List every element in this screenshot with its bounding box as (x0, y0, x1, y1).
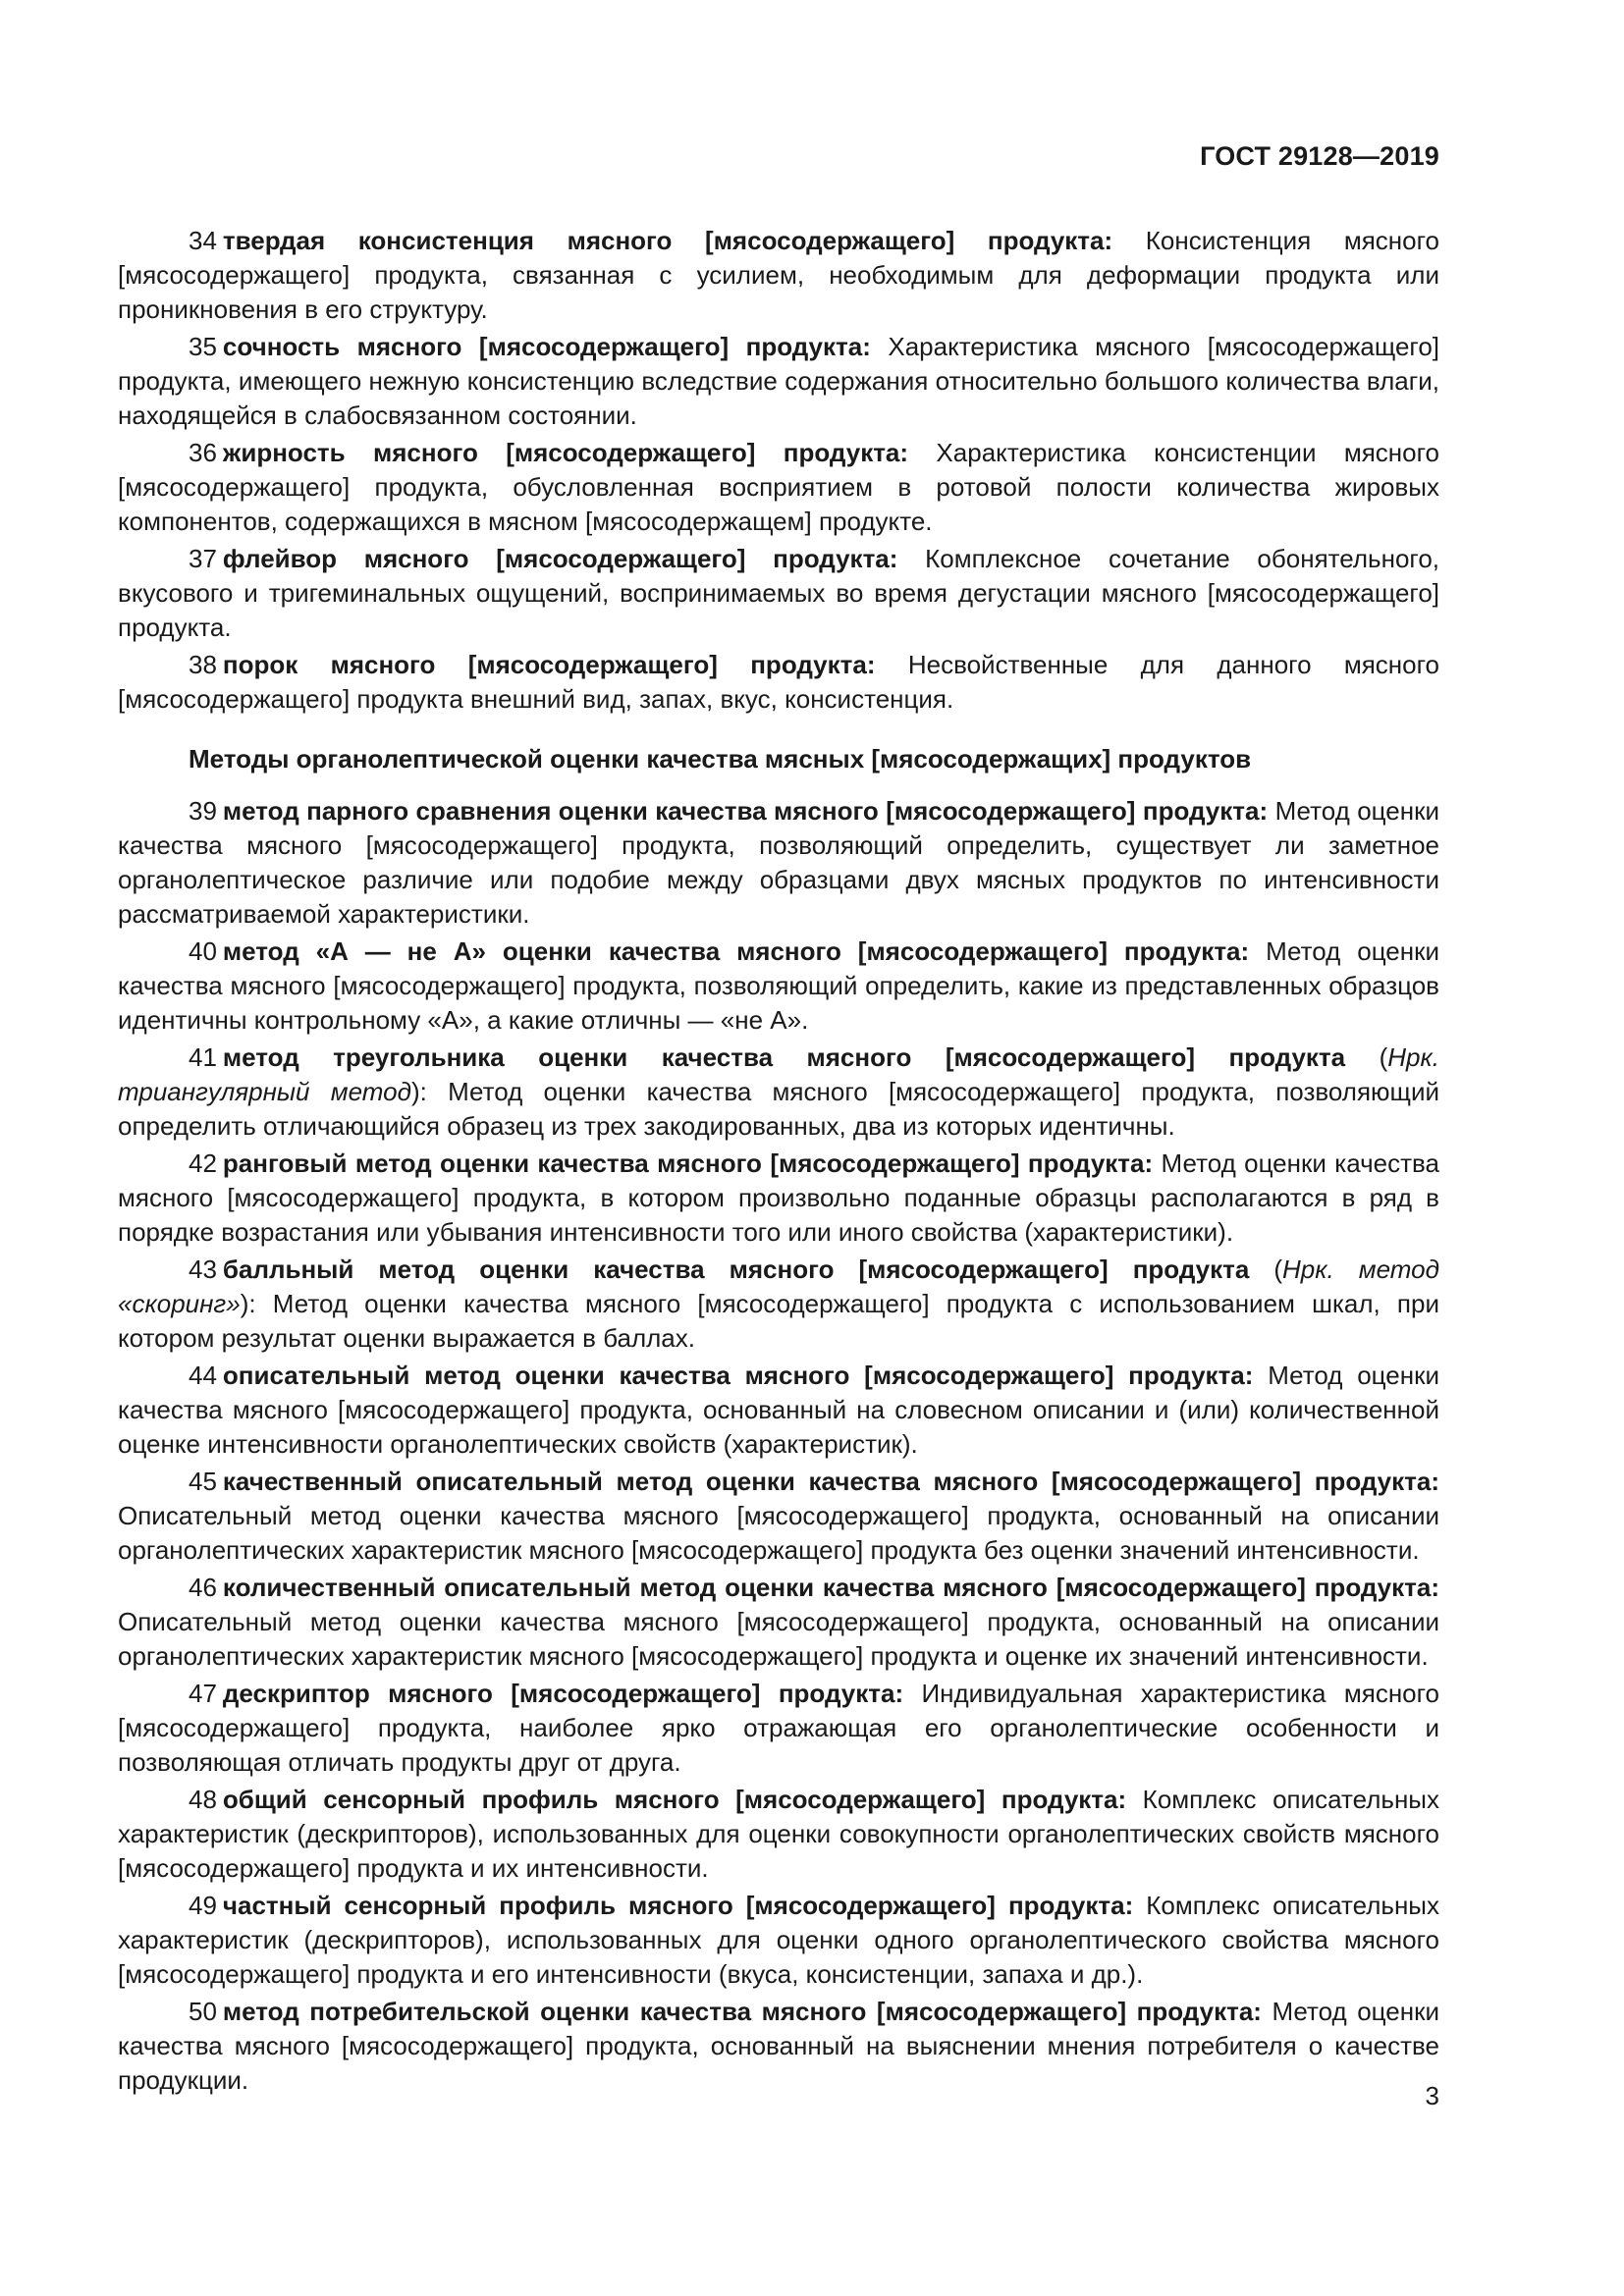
term-name: ранговый метод оценки качества мясного [мясосодержащего] продукта: (222, 1148, 1154, 1178)
term-number: 43 (189, 1255, 217, 1284)
term-number: 38 (189, 650, 217, 679)
note-open: ( (1345, 1042, 1388, 1072)
note-close: ): (240, 1289, 256, 1318)
term-definition: Метод оценки качества мясного [мясосодержащего] продукта, в котором произвольно поданные образцы располагаются в ряд в порядке возрастания или убывания интенсивности того или иного свойства (характеристики). (118, 1148, 1439, 1247)
term-list-methods (118, 794, 1439, 2098)
term-definition: Метод оценки качества мясного [мясосодержащего] продукта, основанный на словесном описании и (или) количественной оценке интенсивности органолептических свойств (характеристик). (118, 1361, 1439, 1459)
term-entry (118, 934, 1439, 1038)
term-entry (118, 1571, 1439, 1674)
term-name: сочность мясного [мясосодержащего] продукта: (222, 332, 871, 361)
term-number: 44 (189, 1361, 217, 1390)
term-name: количественный описательный метод оценки качества мясного [мясосодержащего] продукта: (222, 1573, 1439, 1602)
term-entry (118, 330, 1439, 433)
term-entry (118, 1147, 1439, 1250)
term-entry (118, 794, 1439, 932)
term-definition: Характеристика мясного [мясосодержащего] продукта, имеющего нежную консистенцию вследствие содержания относительно большого количества влаги, находящейся в слабосвязанном состоянии. (118, 332, 1439, 430)
term-definition: Описательный метод оценки качества мясного [мясосодержащего] продукта, основанный на описании органолептических характеристик мясного [мясосодержащего] продукта и оценке их значений интенсивности. (118, 1607, 1439, 1671)
term-definition: Характеристика консистенции мясного [мясосодержащего] продукта, обусловленная восприятием в ротовой полости количества жировых компонентов, содержащихся в мясном [мясосодержащем] продукте. (118, 438, 1439, 536)
note-open: ( (1249, 1255, 1283, 1284)
term-definition: Метод оценки качества мясного [мясосодержащего] продукта, основанный на выяснении мнения потребителя о качестве продукции. (118, 1997, 1439, 2095)
term-definition: Метод оценки качества мясного [мясосодержащего] продукта, позволяющий определить, какие из представленных образцов идентичны контрольному «А», а какие отличны — «не А». (118, 936, 1440, 1035)
page-number: 3 (1425, 2081, 1439, 2110)
term-definition: Метод оценки качества мясного [мясосодержащего] продукта, позволяющий определить отличающийся образец из трех закодированных, два из которых идентичны. (118, 1077, 1439, 1141)
note-close: ): (410, 1077, 427, 1106)
term-entry (118, 1889, 1439, 1992)
term-name: флейвор мясного [мясосодержащего] продукта: (222, 544, 898, 573)
term-number: 35 (189, 332, 217, 361)
term-entry (118, 1253, 1439, 1356)
term-entry (118, 1995, 1439, 2098)
term-entry (118, 1783, 1439, 1886)
term-definition: Комплексное сочетание обонятельного, вкусового и тригеминальных ощущений, воспринимаемых во время дегустации мясного [мясосодержащего] продукта. (118, 544, 1439, 642)
term-number: 45 (189, 1467, 217, 1496)
term-deprecated-note: Нрк. триангулярный метод (118, 1042, 1439, 1106)
term-name: описательный метод оценки качества мясного [мясосодержащего] продукта: (222, 1361, 1254, 1390)
term-number: 48 (189, 1785, 217, 1814)
term-entry (118, 648, 1439, 717)
term-definition: Метод оценки качества мясного [мясосодержащего] продукта, позволяющий определить, существует ли заметное органолептическое различие или подобие между образцами двух мясных продуктов по интенсивности рассматриваемой характеристики. (118, 796, 1439, 929)
term-name: дескриптор мясного [мясосодержащего] продукта: (222, 1679, 904, 1708)
term-number: 36 (189, 438, 217, 467)
term-entry (118, 1465, 1439, 1568)
term-list-properties (118, 224, 1439, 717)
term-number: 46 (189, 1573, 217, 1602)
term-entry (118, 1677, 1439, 1780)
term-number: 50 (189, 1997, 217, 2026)
term-entry (118, 436, 1439, 539)
term-definition: Консистенция мясного [мясосодержащего] продукта, связанная с усилием, необходимым для деформации продукта или проникновения в его структуру. (118, 226, 1439, 324)
term-entry (118, 224, 1439, 327)
term-definition: Несвойственные для данного мясного [мясосодержащего] продукта внешний вид, запах, вкус, консистенция. (118, 650, 1439, 714)
term-name: метод потребительской оценки качества мясного [мясосодержащего] продукта: (222, 1997, 1262, 2026)
term-name: метод парного сравнения оценки качества мясного [мясосодержащего] продукта: (222, 796, 1269, 826)
term-number: 39 (189, 796, 217, 826)
term-definition: Индивидуальная характеристика мясного [мясосодержащего] продукта, наиболее ярко отражающая его органолептические особенности и позволяющая отличать продукты друг от друга. (118, 1679, 1440, 1777)
term-entry (118, 1041, 1439, 1144)
term-number: 42 (189, 1148, 217, 1178)
term-definition: Метод оценки качества мясного [мясосодержащего] продукта с использованием шкал, при котором результат оценки выражается в баллах. (118, 1289, 1439, 1353)
term-name: балльный метод оценки качества мясного [мясосодержащего] продукта (222, 1255, 1250, 1284)
term-number: 49 (189, 1891, 217, 1920)
document-body (118, 224, 1439, 2101)
term-entry (118, 542, 1439, 645)
term-name: твердая консистенция мясного [мясосодержащего] продукта: (222, 226, 1113, 255)
term-number: 47 (189, 1679, 217, 1708)
term-name: метод «А — не А» оценки качества мясного [мясосодержащего] продукта: (222, 936, 1250, 966)
term-number: 34 (189, 226, 217, 255)
term-name: метод треугольника оценки качества мясного [мясосодержащего] продукта (222, 1042, 1346, 1072)
term-entry (118, 1359, 1439, 1462)
document-code: ГОСТ 29128—2019 (1200, 141, 1439, 171)
term-name: качественный описательный метод оценки качества мясного [мясосодержащего] продукта: (222, 1467, 1439, 1496)
term-deprecated-note: Нрк. метод «скоринг» (118, 1255, 1439, 1318)
term-name: общий сенсорный профиль мясного [мясосодержащего] продукта: (222, 1785, 1127, 1814)
term-name: жирность мясного [мясосодержащего] продукта: (222, 438, 909, 467)
term-number: 40 (189, 936, 217, 966)
section-title: Методы органолептической оценки качества мясных [мясосодержащих] продуктов (189, 744, 1252, 774)
term-name: порок мясного [мясосодержащего] продукта: (222, 650, 876, 679)
term-definition: Комплекс описательных характеристик (дескрипторов), использованных для оценки совокупности органолептических свойств мясного [мясосодержащего] продукта и их интенсивности. (118, 1785, 1439, 1883)
term-number: 37 (189, 544, 217, 573)
term-name: частный сенсорный профиль мясного [мясосодержащего] продукта: (222, 1891, 1134, 1920)
term-definition: Описательный метод оценки качества мясного [мясосодержащего] продукта, основанный на описании органолептических характеристик мясного [мясосодержащего] продукта без оценки значений интенсивности. (118, 1501, 1439, 1565)
term-definition: Комплекс описательных характеристик (дескрипторов), использованных для оценки одного органолептического свойства мясного [мясосодержащего] продукта и его интенсивности (вкуса, консистенции, запаха и др.). (118, 1891, 1439, 1989)
term-number: 41 (189, 1042, 217, 1072)
